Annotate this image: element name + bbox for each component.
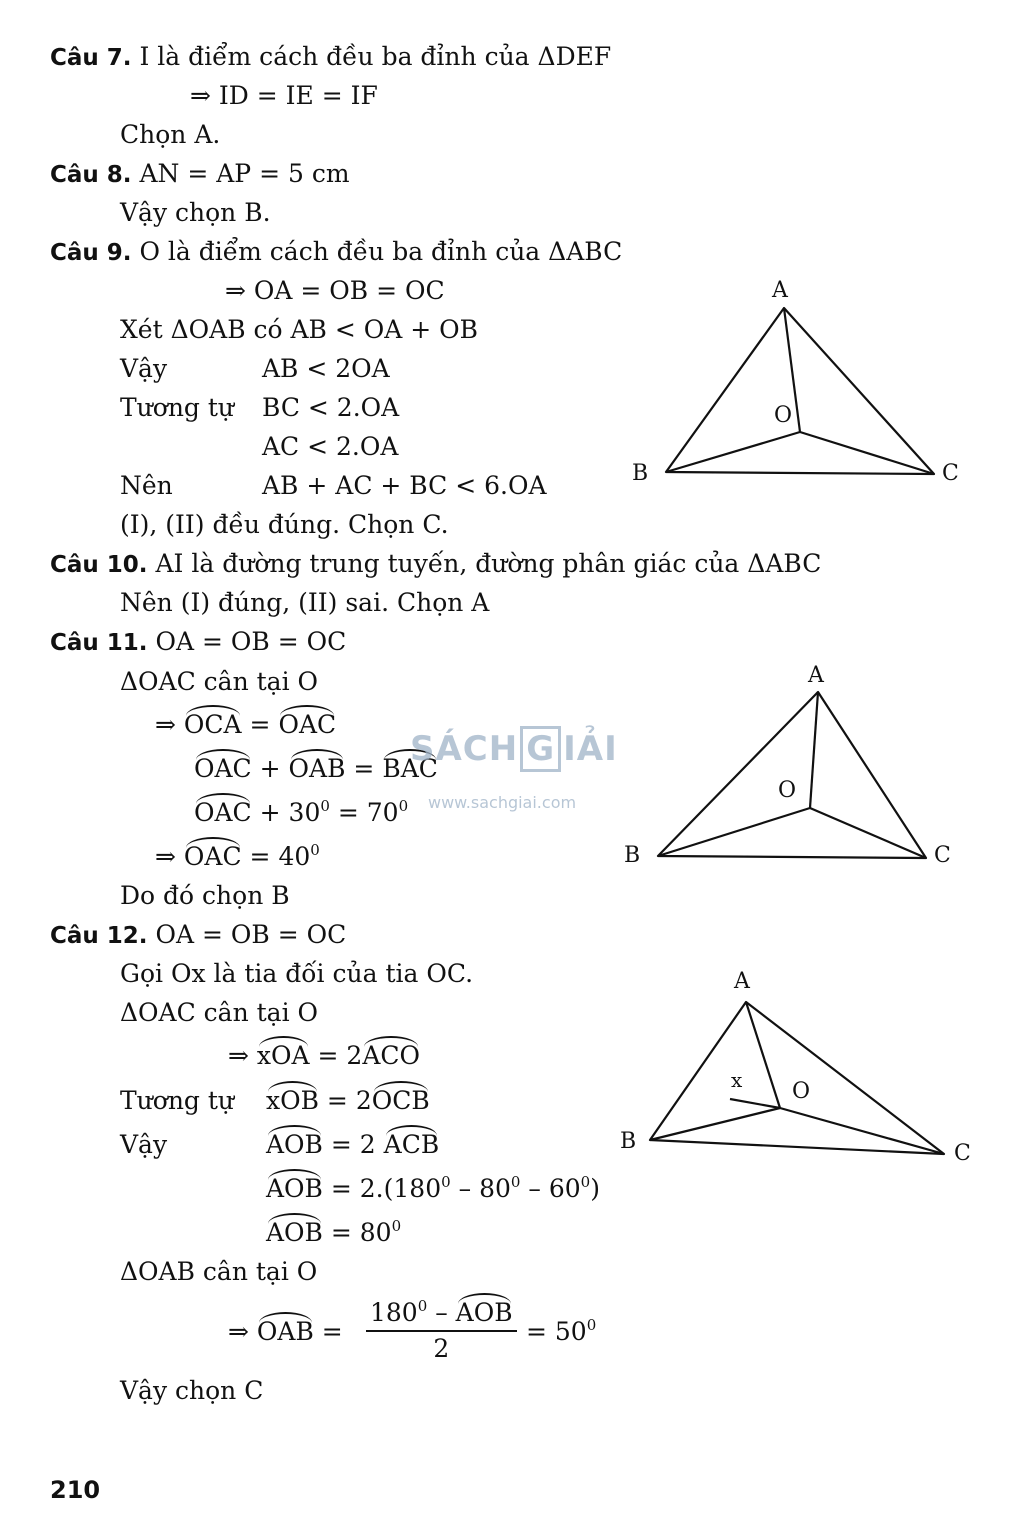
- equals-sign: =: [321, 1317, 343, 1346]
- angle-oca: OCA: [183, 710, 242, 739]
- text-line: ⇒ ID = IE = IF: [190, 81, 378, 110]
- question-label: Câu 12.: [50, 923, 148, 949]
- text-line: BC < 2.OA: [262, 393, 400, 422]
- angle-bac: BAC: [382, 754, 438, 783]
- vertex-label-b: B: [624, 843, 641, 868]
- angle-xoa: xOA: [256, 1041, 310, 1070]
- point-label-o: O: [774, 403, 793, 428]
- angle-oac: OAC: [278, 710, 337, 739]
- question-label: Câu 11.: [50, 630, 148, 656]
- vertex-label-a: A: [808, 663, 824, 688]
- equals-sign: =: [353, 754, 375, 783]
- fraction-denominator: 2: [433, 1334, 450, 1363]
- angle-oab: OAB: [256, 1317, 314, 1346]
- degree-mark: 0: [441, 1173, 451, 1191]
- text-line: ΔOAB cân tại O: [120, 1257, 318, 1286]
- answer-line: Do đó chọn B: [120, 881, 290, 910]
- minus-sign: –: [528, 1174, 541, 1203]
- question-text: AI là đường trung tuyến, đường phân giác của ΔABC: [155, 549, 822, 578]
- page-number: 210: [50, 1476, 101, 1504]
- degree-mark: 0: [320, 797, 330, 815]
- degree-mark: 0: [310, 841, 320, 859]
- degree-mark: 0: [586, 1316, 597, 1334]
- point-label-o: O: [792, 1079, 811, 1104]
- question-text: I là điểm cách đều ba đỉnh của ΔDEF: [139, 42, 612, 71]
- plus-sign: +: [259, 754, 281, 783]
- equals-sign: =: [317, 1041, 339, 1070]
- question-text: OA = OB = OC: [155, 920, 347, 949]
- vertex-label-a: A: [734, 969, 750, 994]
- degree-mark: 0: [398, 797, 409, 815]
- text-line: AC < 2.OA: [262, 432, 399, 461]
- value-60: 60: [548, 1174, 581, 1203]
- value-50: 50: [554, 1317, 587, 1346]
- point-label-o: O: [778, 778, 797, 803]
- question-label: Câu 8.: [50, 162, 132, 188]
- implies-symbol: ⇒: [155, 842, 176, 871]
- watermark-logo-right: IẢI: [563, 729, 618, 769]
- vertex-label-c: C: [942, 461, 959, 486]
- equals-sign: =: [337, 798, 359, 827]
- angle-xob: xOB: [266, 1086, 319, 1115]
- text-line-prefix: Vậy: [120, 1130, 168, 1159]
- expression-start: 2.(180: [359, 1174, 442, 1203]
- degree-mark: 0: [510, 1173, 521, 1191]
- text-line: ΔOAC cân tại O: [120, 667, 319, 696]
- implies-symbol: ⇒: [155, 710, 176, 739]
- question-label: Câu 10.: [50, 552, 148, 578]
- text-line: Xét ΔOAB có AB < OA + OB: [120, 315, 479, 344]
- angle-ocb: OCB: [371, 1086, 430, 1115]
- implies-symbol: ⇒: [228, 1041, 249, 1070]
- answer-line: Vậy chọn C: [120, 1376, 264, 1405]
- equals-sign: =: [330, 1218, 352, 1247]
- equals-sign: =: [249, 842, 271, 871]
- answer-line: Nên (I) đúng, (II) sai. Chọn A: [120, 588, 490, 617]
- text-line-prefix: Nên: [120, 471, 173, 500]
- angle-oab: OAB: [288, 754, 346, 783]
- watermark-url: www.sachgiai.com: [428, 793, 577, 812]
- vertex-label-c: C: [934, 843, 951, 868]
- value-80: 80: [479, 1174, 511, 1203]
- angle-aob: AOB: [266, 1174, 323, 1203]
- question-text: OA = OB = OC: [155, 627, 347, 656]
- coefficient: 2: [346, 1041, 363, 1070]
- angle-aob: AOB: [266, 1130, 323, 1159]
- vertex-label-a: A: [772, 278, 788, 303]
- angle-oac: OAC: [194, 754, 252, 783]
- text-line-prefix: Tương tự: [120, 1086, 235, 1115]
- equals-sign: =: [330, 1130, 352, 1159]
- degree-mark: 0: [580, 1173, 591, 1191]
- degree-mark: 0: [391, 1217, 402, 1235]
- angle-aob: AOB: [455, 1298, 513, 1327]
- question-label: Câu 7.: [50, 45, 132, 71]
- minus-sign: –: [458, 1174, 472, 1203]
- equals-sign: =: [249, 710, 271, 739]
- equals-sign: =: [330, 1174, 352, 1203]
- value-70: 70: [366, 798, 399, 827]
- ray-label-x: x: [731, 1068, 743, 1092]
- value-40: 40: [278, 842, 311, 871]
- watermark-logo-g: G: [520, 726, 561, 772]
- text-line: Gọi Ox là tia đối của tia OC.: [120, 959, 474, 988]
- angle-oac: OAC: [183, 842, 242, 871]
- text-line: ⇒ OA = OB = OC: [225, 276, 445, 305]
- question-label: Câu 9.: [50, 240, 132, 266]
- plus-sign: +: [259, 798, 281, 827]
- angle-aob: AOB: [266, 1218, 323, 1247]
- text-line-prefix: Tương tự: [120, 393, 235, 422]
- text-line: AB < 2OA: [262, 354, 390, 383]
- vertex-label-c: C: [954, 1141, 971, 1166]
- value-180: 180: [370, 1298, 418, 1327]
- equals-sign: =: [526, 1317, 547, 1346]
- close-paren: ): [590, 1174, 600, 1203]
- watermark-logo-left: SÁCH: [410, 729, 519, 769]
- answer-line: (I), (II) đều đúng. Chọn C.: [120, 510, 449, 539]
- equals-sign: =: [326, 1086, 348, 1115]
- angle-oac: OAC: [194, 798, 252, 827]
- value-30: 30: [288, 798, 321, 827]
- minus-sign: –: [435, 1298, 448, 1327]
- text-line: AB + AC + BC < 6.OA: [262, 471, 547, 500]
- answer-line: Vậy chọn B.: [120, 198, 271, 227]
- coefficient: 2: [355, 1086, 372, 1115]
- implies-symbol: ⇒: [228, 1317, 249, 1346]
- answer-line: Chọn A.: [120, 120, 221, 149]
- question-text: O là điểm cách đều ba đỉnh của ΔABC: [139, 237, 623, 266]
- question-text: AN = AP = 5 cm: [139, 159, 350, 188]
- angle-aco: ACO: [362, 1041, 421, 1070]
- vertex-label-b: B: [620, 1129, 637, 1154]
- text-line-prefix: Vậy: [120, 354, 168, 383]
- coefficient: 2: [359, 1130, 376, 1159]
- text-line: ΔOAC cân tại O: [120, 998, 319, 1027]
- degree-mark: 0: [417, 1297, 428, 1315]
- value-80: 80: [359, 1218, 392, 1247]
- vertex-label-b: B: [632, 461, 649, 486]
- angle-acb: ACB: [383, 1130, 440, 1159]
